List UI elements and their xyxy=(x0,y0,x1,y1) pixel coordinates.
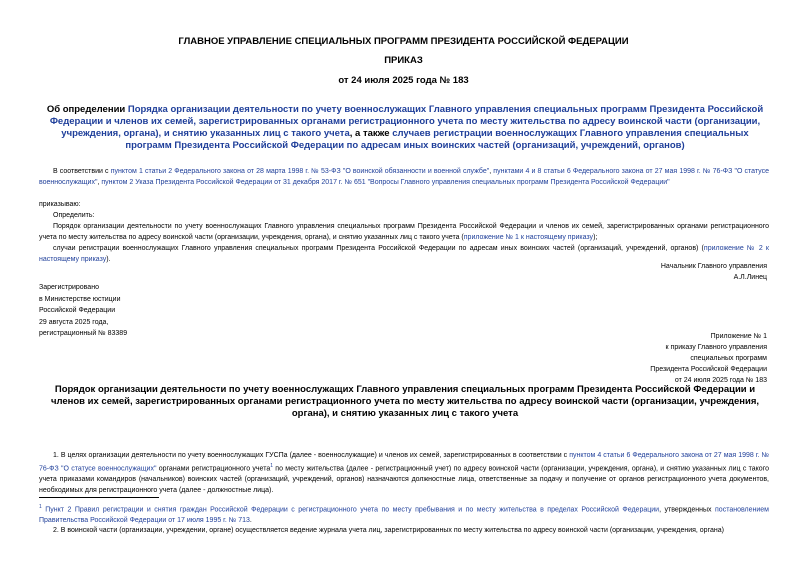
footnote-text-2: . xyxy=(249,517,252,525)
appendix-header xyxy=(650,331,767,386)
registration-line: Российской Федерации xyxy=(39,307,116,314)
paragraph-2: 2. В воинской части (организации, учреждении, органе) осуществляется ведение журнала учета лиц, зарегистрированных по месту жительства по адресу воинской части (организации, учреждения, органа) xyxy=(53,527,724,534)
registration-line: 29 августа 2025 года, xyxy=(39,318,109,326)
doc-type-heading: ПРИКАЗ xyxy=(384,55,423,66)
agency-heading: ГЛАВНОЕ УПРАВЛЕНИЕ СПЕЦИАЛЬНЫХ ПРОГРАММ ПРЕЗИДЕНТА РОССИЙСКОЙ ФЕДЕРАЦИИ xyxy=(178,36,629,47)
preamble-link-law-53[interactable]: пунктом 1 статьи 2 Федерального закона от 28 марта 1998 г. № 53-ФЗ "О воинской обязанности и военной службе" xyxy=(110,168,490,175)
title-link-procedure[interactable]: Порядка организации деятельности по учету военнослужащих Главного управления специальных программ Президента Российской Федерации и членов их семей, зарегистрированных органами регистрационного учета по месту жительства по адресу воинской части (организации, учреждения, органа), и снятию указанных лиц с такого учета xyxy=(49,104,764,139)
order-title xyxy=(40,104,770,152)
signature-position: Начальник Главного управления xyxy=(660,263,767,270)
appendix-line: специальных программ xyxy=(690,355,767,362)
footnote-link-resolution[interactable]: постановлением Правительства Российской Федерации от 17 июля 1995 г. № 713 xyxy=(39,506,769,525)
preamble-link-law-76[interactable]: пунктами 4 и 8 статьи 6 Федерального закона от 27 мая 1998 г. № 76-ФЗ "О статусе военнослужащих" xyxy=(39,168,769,186)
determine-line: Определить: xyxy=(53,212,95,219)
registration-number: регистрационный № 83389 xyxy=(39,330,128,337)
preamble-text-2: , xyxy=(489,168,494,175)
para-1-link-law-76[interactable]: пунктом 4 статьи 6 Федерального закона от 27 мая 1998 г. № 76-ФЗ "О статусе военнослужащих" xyxy=(39,452,770,473)
title-middle: , а также xyxy=(349,128,393,139)
footnote xyxy=(39,502,769,526)
preamble-paragraph xyxy=(39,166,769,188)
orders-line: приказываю: xyxy=(39,201,81,208)
section-title: Порядок организации деятельности по учету военнослужащих Главного управления специальных программ Президента Российской Федерации и членов их семей, зарегистрированных органами регистрационного учета по месту жительства по адресу воинской части (организации, учреждения, органа), и снятию указанных лиц с такого учета xyxy=(50,384,760,419)
item-2-text: случаи регистрации военнослужащих Главного управления специальных программ Президента Российской Федерации по адресам иных воинских частей (организаций, учреждений, органов) ( xyxy=(53,245,704,252)
item-1-paragraph xyxy=(39,221,769,243)
preamble-text-1: В соответствии с xyxy=(53,168,111,175)
preamble-text-3: , xyxy=(97,179,102,186)
para-1-text-3: по месту жительства (далее - регистрационный учет) по адресу воинской части (организации, учреждения, органа), и снятию указанных лиц с такого учета приказами командиров (начальников) воинских частей (организаций, учреждений, органов) назначаются должностные лица, ответственные за подачу и получение от органов регистрационного учета документов, необходимых для регистрационного учета (далее - должностные лица). xyxy=(39,465,769,495)
preamble-link-decree-651[interactable]: пунктом 2 Указа Президента Российской Федерации от 31 декабря 2017 г. № 651 "Вопросы Главного управления специальных программ Президента Российской Федерации" xyxy=(101,179,670,186)
signature-name: А.Л.Линец xyxy=(733,274,767,281)
item-1-end: ); xyxy=(593,234,598,241)
item-1-text: Порядок организации деятельности по учету военнослужащих Главного управления специальных программ Президента Российской Федерации и членов их семей, зарегистрированных органами регистрационного учета по месту жительства по адресу воинской части (организации, учреждения, органа), и снятию указанных лиц с такого учета ( xyxy=(39,223,769,241)
signature-block xyxy=(661,261,767,283)
footnote-mark: 1 xyxy=(39,504,42,510)
footnote-divider xyxy=(39,497,159,498)
item-2-paragraph xyxy=(39,243,769,265)
para-1-text-2: органами регистрационного учета xyxy=(156,465,271,473)
item-2-appendix-link[interactable]: приложение № 2 к настоящему приказу xyxy=(39,245,769,263)
item-1-appendix-link[interactable]: приложение № 1 к настоящему приказу xyxy=(463,234,594,241)
registration-line: в Министерстве юстиции xyxy=(39,295,121,303)
appendix-line: от 24 июля 2025 года № 183 xyxy=(674,377,767,384)
paragraph-1 xyxy=(39,450,769,496)
appendix-line: Президента Российской Федерации xyxy=(650,366,767,373)
appendix-line: Приложение № 1 xyxy=(710,333,767,340)
footnote-ref[interactable]: 1 xyxy=(270,463,273,469)
footnote-link-rules[interactable]: Пункт 2 Правил регистрации и снятия граждан Российской Федерации с регистрационного учета по месту пребывания и по месту жительства в пределах Российской Федерации xyxy=(45,506,660,514)
date-number-heading: от 24 июля 2025 года № 183 xyxy=(338,75,469,86)
title-link-cases[interactable]: случаев регистрации военнослужащих Главного управления специальных программ Президента Российской Федерации по адресам иных воинских частей (организаций, учреждений, органов) xyxy=(125,128,749,151)
title-prefix: Об определении xyxy=(46,104,128,115)
appendix-line: к приказу Главного управления xyxy=(665,344,767,351)
registration-line: Зарегистрировано xyxy=(39,284,99,291)
registration-block xyxy=(39,282,127,340)
para-1-text-1: 1. В целях организации деятельности по учету военнослужащих ГУСПа (далее - военнослужащие) и членов их семей, зарегистрированных в соответствии с xyxy=(53,452,570,459)
footnote-text-1: , утвержденных xyxy=(659,506,716,514)
item-2-end: ). xyxy=(106,256,111,263)
